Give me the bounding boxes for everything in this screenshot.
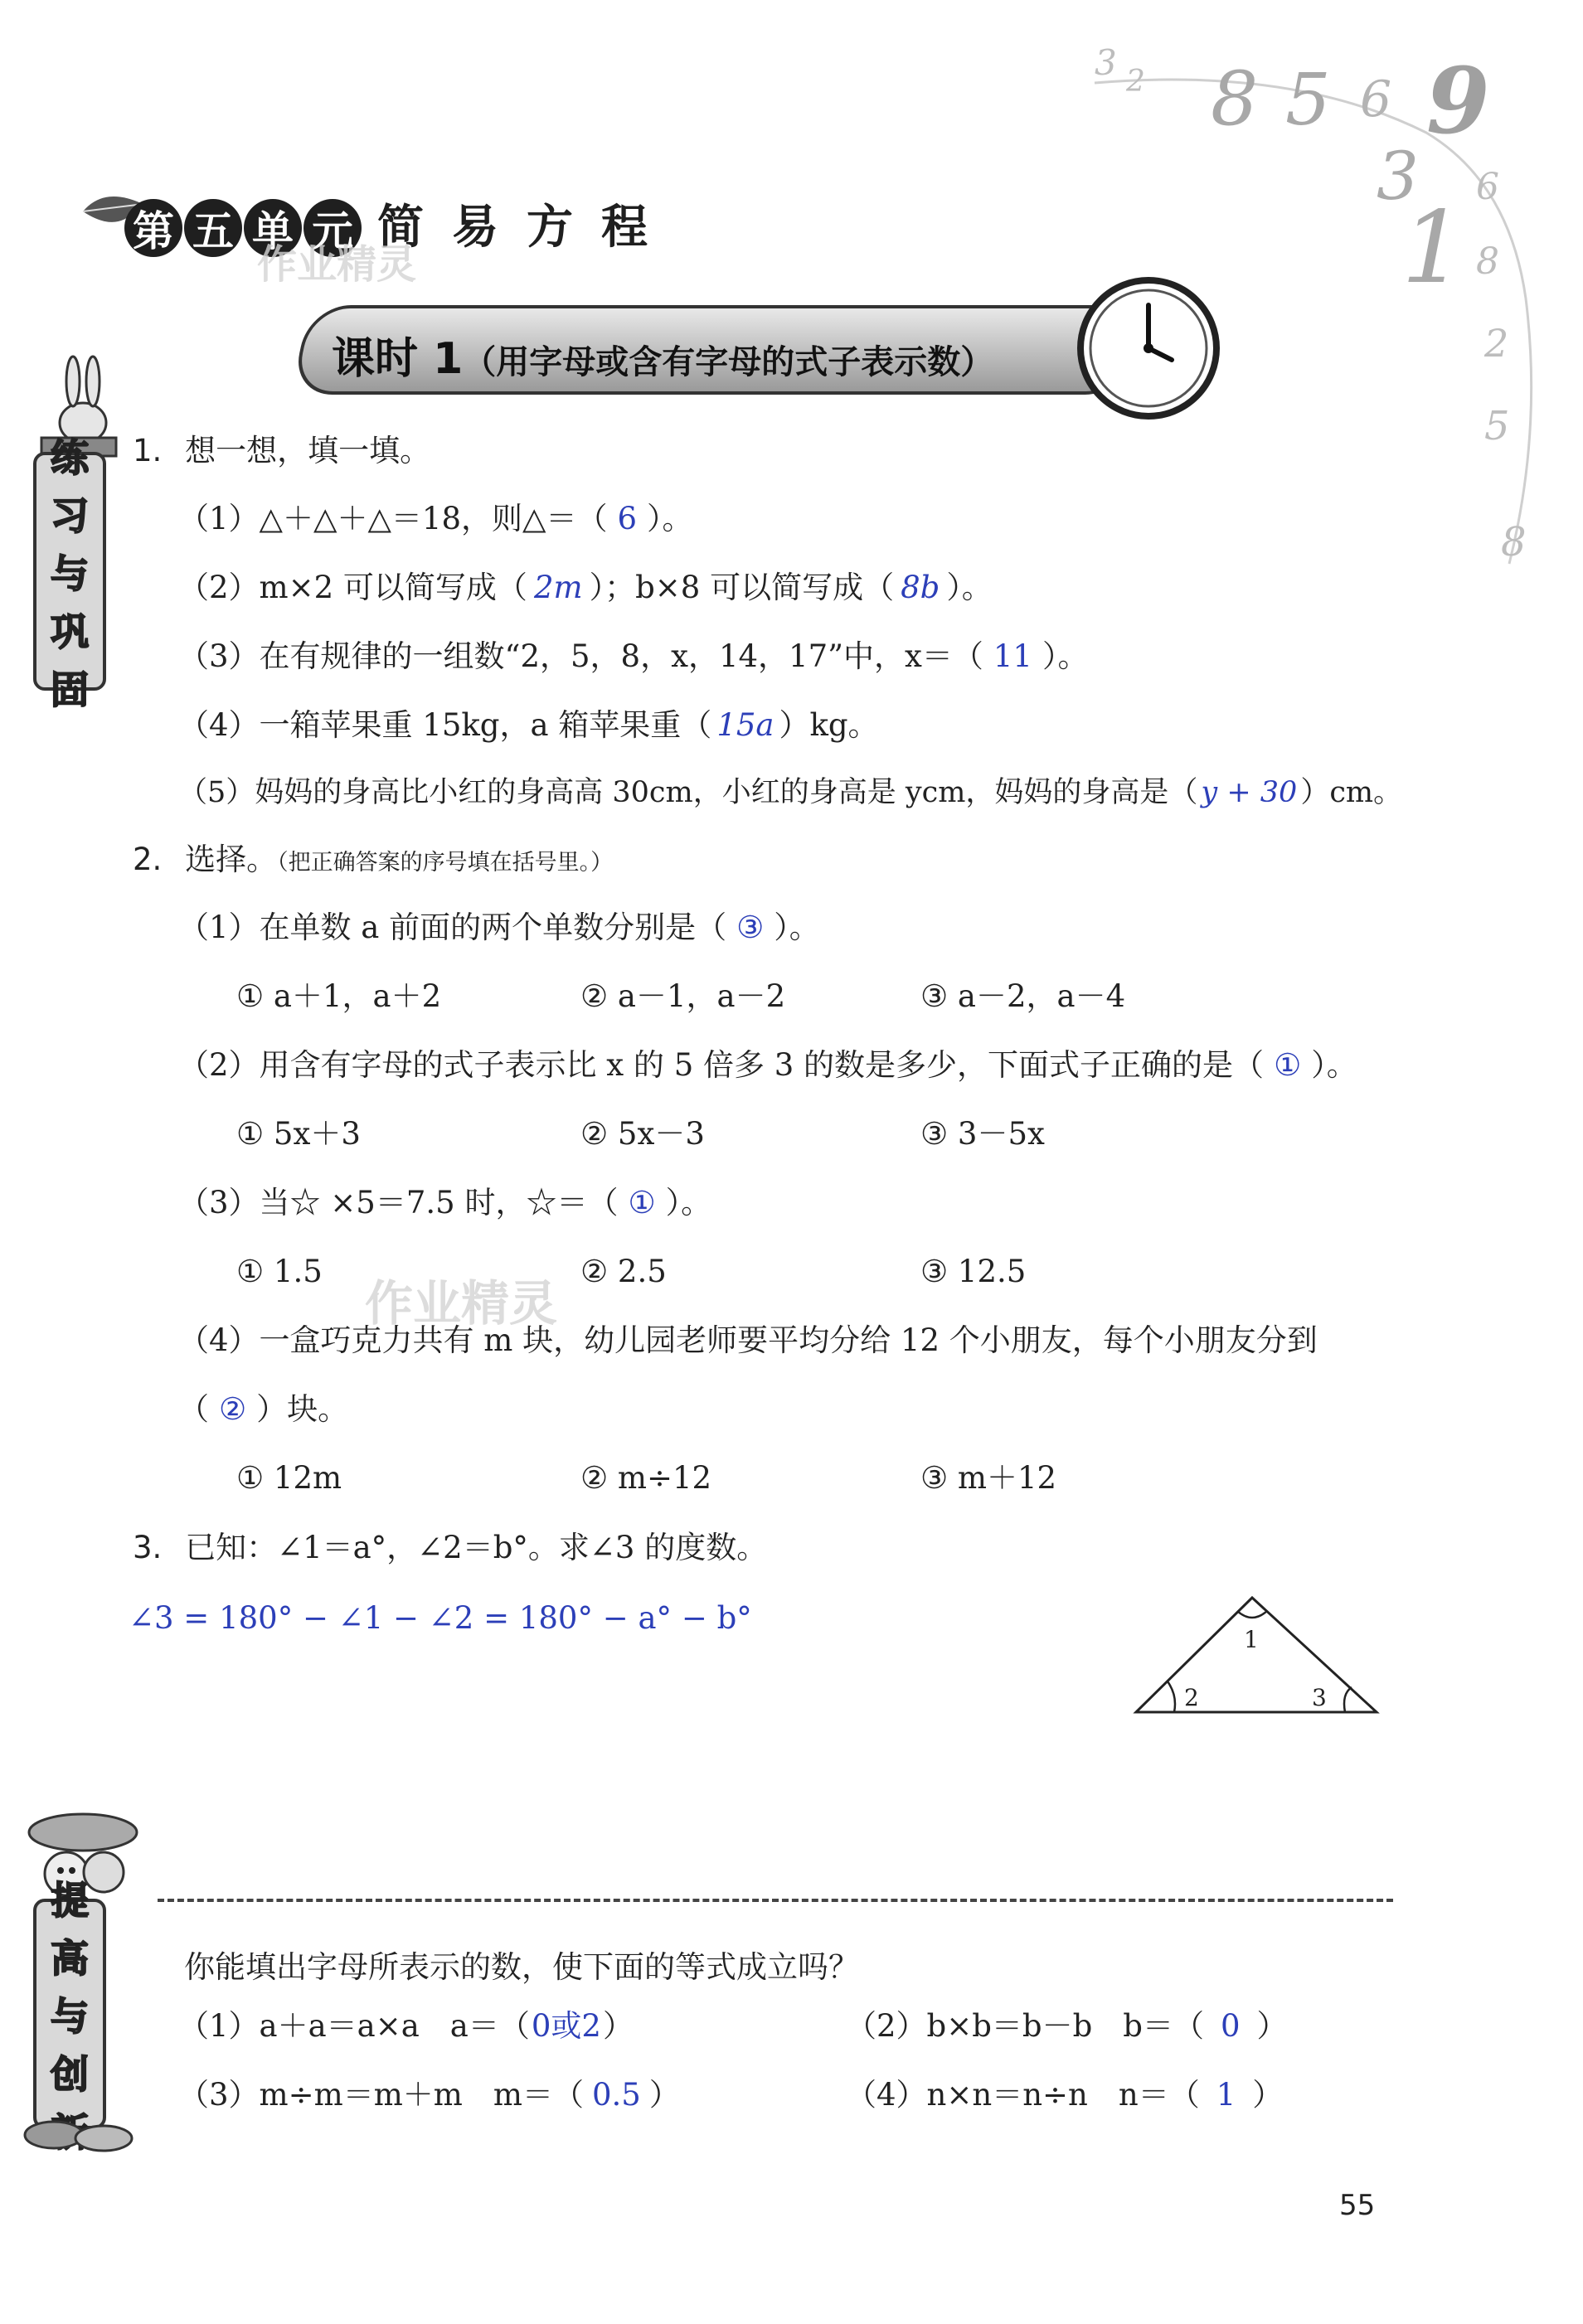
option: ① 1.5 — [236, 1254, 323, 1289]
answer: 0 — [1220, 2008, 1241, 2044]
q1-item-2 — [178, 572, 993, 603]
deco-number: 6 — [1476, 166, 1499, 208]
question-stem: 选择。 — [185, 842, 278, 877]
question-2 — [133, 844, 613, 875]
question-note: （把正确答案的序号填在括号里。） — [277, 850, 614, 876]
q1-item-text: ）。 — [647, 501, 693, 536]
leaves-icon — [21, 2110, 137, 2160]
section-divider — [158, 1899, 1393, 1902]
improve-item-text: ） — [648, 2077, 680, 2113]
improve-item-text: （1）a＋a＝a×a a＝（ — [178, 2008, 530, 2044]
unit-char: 元 — [303, 199, 362, 257]
answer: 8b — [901, 570, 940, 605]
unit-title-char: 方 — [527, 201, 573, 255]
deco-number: 2 — [1484, 321, 1509, 366]
q2-item-text: ）块。 — [256, 1391, 349, 1427]
improve-item-text: （3）m÷m＝m＋m m＝（ — [178, 2077, 584, 2113]
practice-tab-char: 固 — [51, 667, 89, 712]
improve-tab-char: 提 — [51, 1878, 89, 1923]
option: ② m÷12 — [580, 1460, 712, 1496]
q2-item-text: ）。 — [1311, 1047, 1357, 1083]
deco-number: 9 — [1426, 47, 1490, 154]
deco-number: 8 — [1211, 56, 1259, 143]
unit-title-char: 易 — [452, 201, 498, 255]
answer: 6 — [617, 501, 637, 536]
unit-char: 第 — [124, 199, 182, 257]
q1-item-text: ）。 — [946, 570, 993, 605]
option: ③ a－2，a－4 — [920, 978, 1126, 1014]
deco-number: 5 — [1285, 59, 1331, 142]
q1-item-text: （4）一箱苹果重 15kg，a 箱苹果重（ — [178, 707, 712, 743]
deco-number: 2 — [1126, 65, 1145, 99]
unit-char: 五 — [184, 199, 242, 257]
option: ② 2.5 — [580, 1254, 667, 1289]
deco-number: 1 — [1401, 191, 1465, 306]
q3-answer: ∠3 = 180° − ∠1 − ∠2 = 180° − a° − b° — [129, 1600, 752, 1636]
lesson-subtitle: （用字母或含有字母的式子表示数） — [463, 342, 994, 381]
q1-item-5 — [178, 776, 1403, 809]
answer: 2m — [533, 570, 583, 605]
answer: 1 — [1216, 2077, 1236, 2113]
question-1 — [133, 435, 430, 466]
q1-item-1 — [178, 503, 693, 534]
practice-tab — [33, 435, 106, 712]
answer: ② — [219, 1391, 247, 1427]
q1-item-text: ）。 — [1042, 638, 1089, 674]
question-3 — [133, 1532, 767, 1563]
q1-item-text: ）；b×8 可以简写成（ — [589, 570, 895, 605]
deco-number: 5 — [1484, 403, 1510, 449]
improve-item-3 — [178, 2077, 680, 2113]
page-number: 55 — [1339, 2189, 1376, 2222]
q1-item-text: ）cm。 — [1300, 776, 1403, 809]
option: ① 12m — [236, 1460, 342, 1496]
deco-number: 3 — [1377, 138, 1419, 215]
practice-tab-char: 与 — [51, 551, 89, 596]
option: ① 5x＋3 — [236, 1116, 361, 1152]
watermark: 作业精灵 — [257, 241, 417, 288]
option: ③ 3－5x — [920, 1116, 1045, 1152]
triangle-diagram — [1128, 1588, 1393, 1720]
question-number: 2. — [133, 842, 163, 877]
q1-item-text: （3）在有规律的一组数“2，5，8，x，14，17”中，x＝（ — [178, 638, 983, 674]
answer: ③ — [736, 910, 765, 945]
angle-label: 1 — [1244, 1626, 1259, 1653]
answer: 11 — [993, 638, 1032, 674]
improve-item-text: （4）n×n＝n÷n n＝（ — [846, 2077, 1200, 2113]
answer: y + 30 — [1201, 776, 1298, 809]
q2-item-text: （2）用含有字母的式子表示比 x 的 5 倍多 3 的数是多少，下面式子正确的是（ — [178, 1047, 1265, 1083]
improve-tab-char: 高 — [51, 1936, 89, 1981]
q2-item-text: （1）在单数 a 前面的两个单数分别是（ — [178, 910, 727, 945]
improve-tab-char: 创 — [51, 2052, 89, 2097]
q1-item-text: （2）m×2 可以简写成（ — [178, 570, 527, 605]
answer: 0.5 — [591, 2077, 641, 2113]
improve-item-1 — [178, 2008, 634, 2044]
improve-tab — [33, 1878, 106, 2129]
q2-item-2 — [178, 1047, 1357, 1083]
improve-tab-char: 与 — [51, 1994, 89, 2039]
practice-tab-char: 巩 — [51, 609, 89, 654]
improve-item-text: （2）b×b＝b－b b＝（ — [846, 2008, 1204, 2044]
question-stem: 已知：∠1＝a°，∠2＝b°。求∠3 的度数。 — [185, 1530, 768, 1565]
lesson-title — [332, 323, 993, 386]
q1-item-3 — [178, 638, 1089, 674]
angle-label: 2 — [1184, 1684, 1199, 1711]
improve-item-2 — [846, 2008, 1288, 2044]
angle-label: 3 — [1312, 1684, 1327, 1711]
answer: 15a — [716, 707, 775, 743]
question-number: 1. — [133, 433, 163, 468]
answer: 0或2 — [531, 2008, 601, 2044]
improve-item-text: ） — [602, 2008, 634, 2044]
unit-title-char: 程 — [601, 201, 648, 255]
q1-item-text: ）kg。 — [779, 707, 879, 743]
practice-tab-char: 习 — [51, 493, 89, 538]
clock-icon — [1074, 274, 1223, 423]
unit-title-char: 简 — [377, 201, 424, 255]
q2-item-1 — [178, 912, 820, 943]
improve-item-text: ） — [1252, 2077, 1284, 2113]
improve-item-4 — [846, 2077, 1284, 2113]
answer: ① — [628, 1185, 656, 1220]
question-number: 3. — [133, 1530, 163, 1565]
option: ③ 12.5 — [920, 1254, 1027, 1289]
option: ② a－1，a－2 — [580, 978, 786, 1014]
option: ② 5x－3 — [580, 1116, 705, 1152]
q2-item-text: （ — [178, 1391, 209, 1427]
q2-item-text: ）。 — [665, 1185, 712, 1220]
improve-item-text: ） — [1256, 2008, 1288, 2044]
q2-item-text: ）。 — [774, 910, 820, 945]
q2-item-3 — [178, 1187, 711, 1218]
deco-number: 3 — [1095, 42, 1117, 83]
q1-item-text: （1）△＋△＋△＝18，则△＝（ — [178, 501, 608, 536]
q2-item-text: （3）当☆ ×5＝7.5 时，☆＝（ — [178, 1185, 619, 1220]
deco-number: 6 — [1360, 70, 1392, 129]
deco-number: 8 — [1476, 240, 1499, 283]
q1-item-4 — [178, 707, 879, 743]
deco-number: 8 — [1501, 519, 1527, 565]
q2-item-4 — [178, 1322, 1318, 1358]
question-stem: 想一想，填一填。 — [185, 433, 431, 468]
practice-tab-char: 练 — [51, 435, 89, 480]
answer: ① — [1274, 1047, 1302, 1083]
q2-item-4-cont — [178, 1391, 349, 1427]
lesson-number: 课时 1 — [332, 334, 464, 384]
improve-stem: 你能填出字母所表示的数，使下面的等式成立吗？ — [184, 1949, 859, 1985]
watermark: 作业精灵 — [365, 1275, 558, 1332]
q1-item-text: （5）妈妈的身高比小红的身高高 30cm，小红的身高是 ycm，妈妈的身高是（ — [178, 776, 1198, 809]
unit-char: 单 — [244, 199, 302, 257]
option: ① a＋1，a＋2 — [236, 978, 442, 1014]
q2-item-text: （4）一盒巧克力共有 m 块，幼儿园老师要平均分给 12 个小朋友，每个小朋友分到 — [178, 1322, 1318, 1358]
option: ③ m＋12 — [920, 1460, 1057, 1496]
